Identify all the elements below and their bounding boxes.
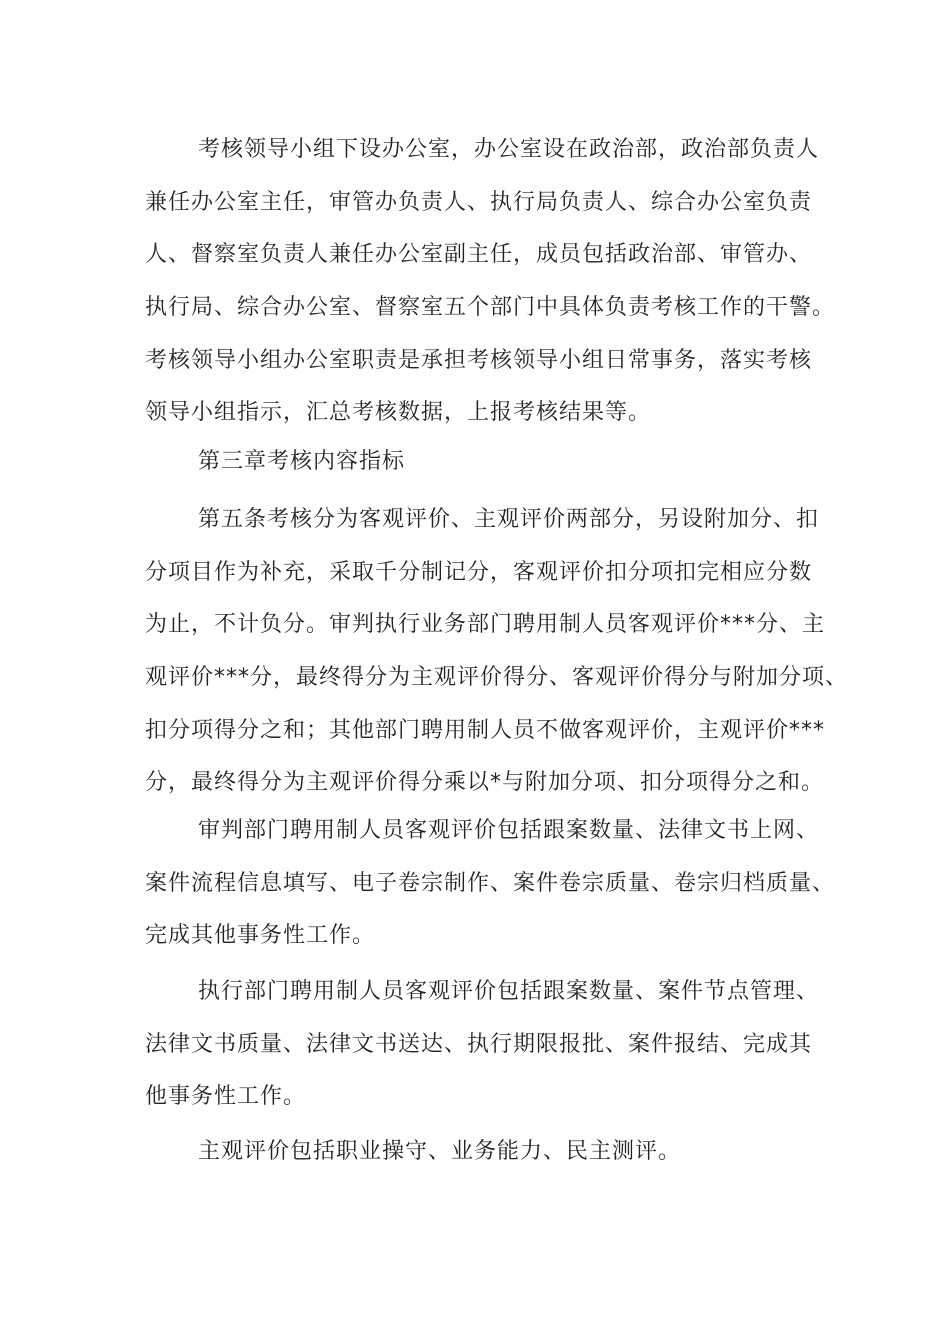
text-line: 分项目作为补充，采取千分制记分，客观评价扣分项扣完相应分数 [145,559,813,585]
paragraph-office-setup [145,124,836,440]
paragraph-article-five [145,494,849,810]
text-line: 人、督察室负责人兼任办公室副主任，成员包括政治部、审管办、 [145,242,813,268]
paragraph-trial-department [145,805,836,963]
text-line: 审判部门聘用制人员客观评价包括跟案数量、法律文书上网、 [198,818,820,843]
text-line: 兼任办公室主任，审管办负责人、执行局负责人、综合办公室负责 [145,189,813,215]
text-line: 案件流程信息填写、电子卷宗制作、案件卷宗质量、卷宗归档质量、 [145,870,836,896]
text-line: 考核领导小组下设办公室，办公室设在政治部，政治部负责人 [198,137,820,162]
chapter-heading [145,436,825,489]
text-line: 执行局、综合办公室、督察室五个部门中具体负责考核工作的干警。 [145,295,836,321]
text-line: 为止，不计负分。审判执行业务部门聘用制人员客观评价***分、主 [145,612,826,638]
text-line: 执行部门聘用制人员客观评价包括跟案数量、案件节点管理、 [198,979,820,1004]
text-line: 法律文书质量、法律文书送达、执行期限报批、案件报结、完成其 [145,1031,813,1057]
text-line: 他事务性工作。 [145,1084,307,1110]
text-line: 考核领导小组办公室职责是承担考核领导小组日常事务，落实考核 [145,347,813,373]
text-line: 完成其他事务性工作。 [145,923,376,949]
text-line: 领导小组指示，汇总考核数据，上报考核结果等。 [145,400,652,426]
text-line: 第三章考核内容指标 [198,449,406,474]
text-line: 观评价***分，最终得分为主观评价得分、客观评价得分与附加分项、 [145,665,849,691]
text-line: 主观评价包括职业操守、业务能力、民主测评。 [198,1139,682,1164]
text-line: 分，最终得分为主观评价得分乘以*与附加分项、扣分项得分之和。 [145,770,825,796]
text-line: 扣分项得分之和；其他部门聘用制人员不做客观评价，主观评价*** [145,717,826,743]
paragraph-execution-department [145,966,825,1124]
text-line: 第五条考核分为客观评价、主观评价两部分，另设附加分、扣 [198,507,820,532]
paragraph-subjective-evaluation [145,1126,825,1179]
